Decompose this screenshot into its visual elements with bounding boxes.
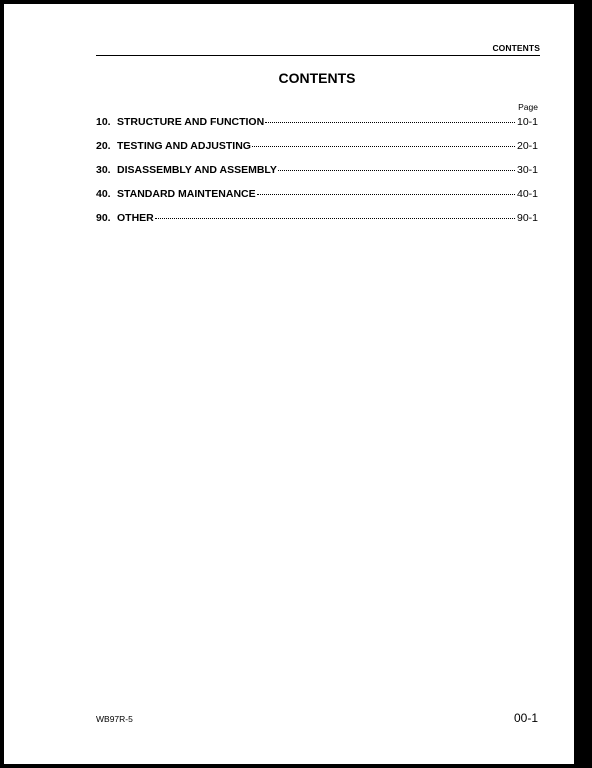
- footer-page-number: 00-1: [513, 711, 538, 725]
- dot-leader: [155, 218, 515, 219]
- toc-entry-page: 30-1: [516, 164, 538, 176]
- footer-model-number: WB97R-5: [96, 714, 133, 724]
- toc-entry-number: 90.: [96, 212, 111, 224]
- toc-entry[interactable]: [96, 164, 538, 188]
- toc-entry[interactable]: [96, 116, 538, 140]
- document-page: [4, 4, 574, 764]
- toc-entry-title: STRUCTURE AND FUNCTION: [117, 116, 265, 128]
- toc-entry-page: 10-1: [516, 116, 538, 128]
- toc-entry-title: STANDARD MAINTENANCE: [117, 188, 256, 200]
- header-rule: [96, 55, 540, 56]
- dot-leader: [265, 122, 515, 123]
- toc-entry[interactable]: [96, 212, 538, 236]
- toc-entry-number: 30.: [96, 164, 111, 176]
- page-column-label: Page: [518, 102, 538, 112]
- running-header: CONTENTS: [492, 43, 540, 53]
- toc-entry-number: 20.: [96, 140, 111, 152]
- toc-entry-title: DISASSEMBLY AND ASSEMBLY: [117, 164, 277, 176]
- toc-entry[interactable]: [96, 140, 538, 164]
- toc-entry-title: OTHER: [117, 212, 154, 224]
- dot-leader: [252, 146, 515, 147]
- toc-entry[interactable]: [96, 188, 538, 212]
- toc-entry-page: 20-1: [516, 140, 538, 152]
- toc-entry-page: 40-1: [516, 188, 538, 200]
- toc-entry-number: 10.: [96, 116, 111, 128]
- table-of-contents: [96, 116, 538, 236]
- toc-entry-page: 90-1: [516, 212, 538, 224]
- toc-entry-number: 40.: [96, 188, 111, 200]
- dot-leader: [257, 194, 515, 195]
- dot-leader: [278, 170, 515, 171]
- toc-entry-title: TESTING AND ADJUSTING: [117, 140, 251, 152]
- page-title: CONTENTS: [278, 70, 356, 86]
